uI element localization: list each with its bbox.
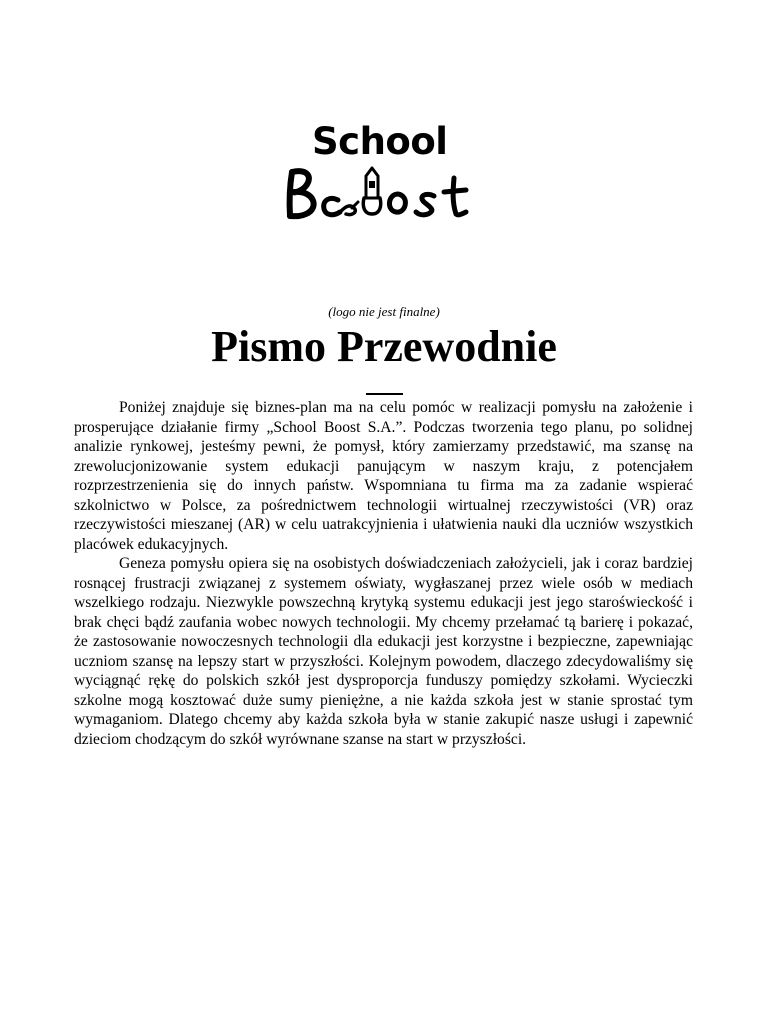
title-underline xyxy=(366,393,403,395)
paragraph-2: Geneza pomysłu opiera się na osobistych doświadczeniach założycieli, jak i coraz bardziej rosnącej frustracji związanej z systemem oświaty, wygłaszanej przez wiele osób w mediach wszelkiego rodzaju. Niezwykle powszechną krytyką systemu edukacji jest jego staroświeckość i brak chęci bądź zaufania wobec nowych technologii. My chcemy przełamać tą barierę i pokazać, że zastosowanie nowoczesnych technologii dla edukacji jest korzystne i bezpieczne, zapewniając uczniom szansę na lepszy start w przyszłości. Kolejnym powodem, dlaczego zdecydowaliśmy się wyciągnąć rękę do polskich szkół jest dysproporcja funduszy pomiędzy szkołami. Wycieczki szkolne mogą kosztować duże sumy pieniężne, a nie każda szkoła jest w stanie sprostać tym wymaganiom. Dlatego chcemy aby każda szkoła była w stanie zakupić nasze usługi i zapewnić dzieciom chodzącym do szkół wyrównane szanse na start w przyszłości. xyxy=(74,555,693,748)
logo-wordmark-school: School xyxy=(312,120,448,163)
company-logo xyxy=(280,118,480,228)
paragraph-1: Poniżej znajduje się biznes-plan ma na celu pomóc w realizacji pomysłu na założenie i prosperujące działanie firmy „School Boost S.A.”. Podczas tworzenia tego planu, po solidnej analizie rynkowej, jesteśmy pewni, że pomysł, który zamierzamy przedstawić, ma szansę na zrewolucjonizowanie system edukacji panującym w naszym kraju, z potencjałem rozprzestrzenienia się do innych państw. Wspomniana tu firma ma za zadanie wspierać szkolnictwo w Polsce, za pośrednictwem technologii wirtualnej rzeczywistości (VR) oraz rzeczywistości mieszanej (AR) w celu uatrakcyjnienia i ułatwienia nauki dla uczniów wszystkich placówek edukacyjnych. xyxy=(74,399,693,553)
logo-handwritten-boost xyxy=(280,164,480,226)
page-title: Pismo Przewodnie xyxy=(211,322,557,371)
letter-body xyxy=(74,398,693,749)
logo-note: (logo nie jest finalne) xyxy=(328,304,440,319)
